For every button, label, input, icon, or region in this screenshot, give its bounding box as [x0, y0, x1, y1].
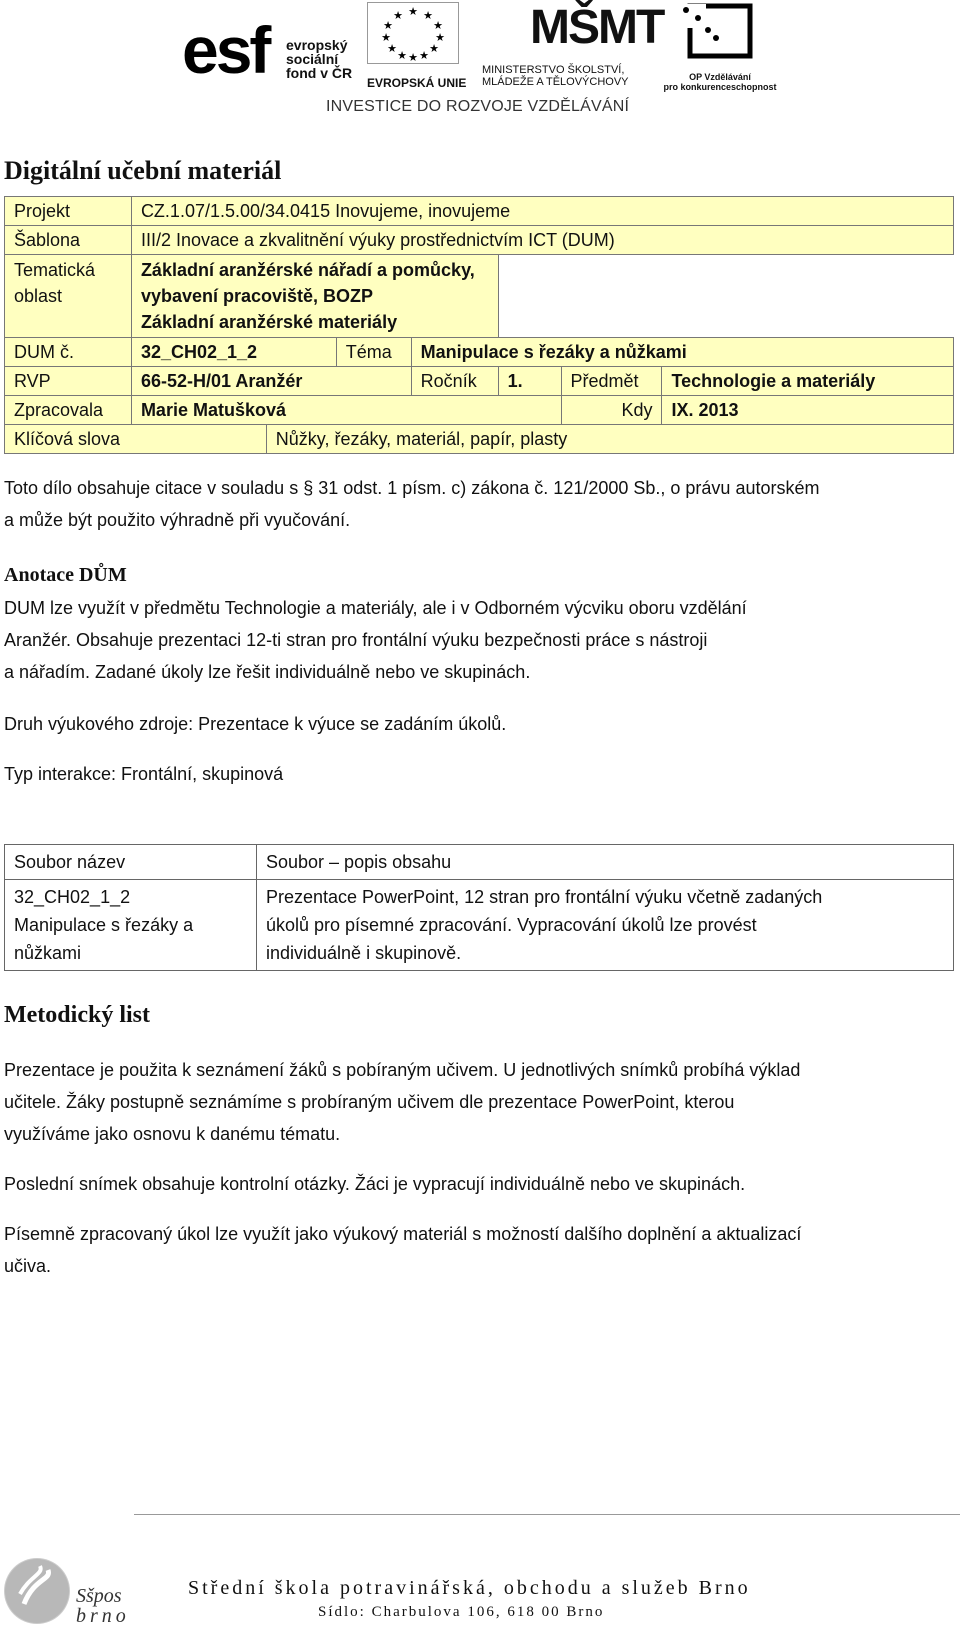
sablona-value: III/2 Inovace a zkvalitnění výuky prostřednictvím ICT (DUM)	[131, 226, 953, 255]
dum-label: DUM č.	[5, 338, 132, 367]
svg-text:★: ★	[423, 10, 433, 22]
eu-stars-icon	[367, 2, 459, 64]
file-description: Prezentace PowerPoint, 12 stran pro frontální výuku včetně zadaných úkolů pro písemné zpracování. Vypracování úkolů lze provést individuálně i skupinově.	[257, 880, 954, 971]
row-dum	[5, 338, 954, 367]
sablona-label: Šablona	[5, 226, 132, 255]
msmt-logo	[482, 2, 662, 88]
anotace-paragraph: DUM lze využít v předmětu Technologie a materiály, ale i v Odborném výcviku oboru vzdělání Aranžér. Obsahuje prezentaci 12-ti stran pro frontální výuku bezpečnosti práce s nástroji a nářadím. Zadané úkoly lze řešit individuálně nebo ve skupinách.	[4, 598, 747, 682]
file-name: 32_CH02_1_2 Manipulace s řezáky a nůžkami	[5, 880, 257, 971]
anotace-heading: Anotace DŮM	[4, 564, 127, 586]
svg-text:★: ★	[435, 32, 445, 44]
esf-text: evropský sociální fond v ČR	[286, 37, 353, 81]
oblast-label: Tematická oblast	[5, 255, 132, 338]
projekt-label: Projekt	[5, 197, 132, 226]
investice-slogan: INVESTICE DO ROZVOJE VZDĚLÁVÁNÍ	[326, 98, 630, 115]
rocnik-label: Ročník	[411, 367, 498, 396]
kdy-label: Kdy	[561, 396, 662, 425]
svg-text:★: ★	[393, 10, 403, 22]
row-zpracovala	[5, 396, 954, 425]
metodicky-paragraph-1: Prezentace je použita k seznámení žáků s pobíraným učivem. U jednotlivých snímků probíhá výklad učitele. Žáky postupně seznámíme s probíraným učivem dle prezentace PowerPoint, kterou využíváme jako osnovu k danému tématu.	[4, 1060, 801, 1144]
predmet-value: Technologie a materiály	[662, 367, 954, 396]
footer-school-name: Střední škola potravinářská, obchodu a služeb Brno	[188, 1577, 751, 1599]
rvp-value: 66-52-H/01 Aranžér	[131, 367, 411, 396]
row-projekt	[5, 197, 954, 226]
row-klicova-slova	[5, 425, 954, 454]
svg-text:★: ★	[408, 52, 418, 63]
files-header-desc: Soubor – popis obsahu	[257, 845, 954, 880]
esf-mark: esf	[182, 13, 269, 87]
files-row	[5, 880, 954, 971]
row-sablona	[5, 226, 954, 255]
eu-logo	[367, 2, 467, 88]
dum-value: 32_CH02_1_2	[131, 338, 336, 367]
row-rvp	[5, 367, 954, 396]
klicova-slova-label: Klíčová slova	[5, 425, 267, 454]
typ-interakce: Typ interakce: Frontální, skupinová	[4, 764, 284, 784]
svg-text:★: ★	[433, 20, 443, 32]
msmt-caption: MINISTERSTVO ŠKOLSTVÍ, MLÁDEŽE A TĚLOVÝCHOVY	[482, 64, 629, 88]
svg-text:★: ★	[408, 6, 418, 18]
zpracovala-label: Zpracovala	[5, 396, 132, 425]
svg-text:★: ★	[429, 43, 439, 55]
klicova-slova-value: Nůžky, řezáky, materiál, papír, plasty	[266, 425, 953, 454]
esf-logo	[182, 2, 362, 88]
projekt-value: CZ.1.07/1.5.00/34.0415 Inovujeme, inovujeme	[131, 197, 953, 226]
predmet-label: Předmět	[561, 367, 662, 396]
metodicky-paragraph-3: Písemně zpracovaný úkol lze využít jako výukový materiál s možností dalšího doplnění a aktualizací učiva.	[4, 1224, 802, 1276]
zpracovala-value: Marie Matušková	[131, 396, 561, 425]
document-title: Digitální učební materiál	[4, 156, 282, 185]
files-header-name: Soubor název	[5, 845, 257, 880]
druh-zdroje: Druh výukového zdroje: Prezentace k výuce se zadáním úkolů.	[4, 714, 507, 734]
metodicky-list-heading: Metodický list	[4, 1002, 150, 1028]
tema-label: Téma	[336, 338, 411, 367]
op-caption: OP Vzdělávání pro konkurenceschopnost	[663, 72, 777, 92]
svg-text:★: ★	[419, 50, 429, 62]
files-table	[4, 844, 954, 971]
eu-caption: EVROPSKÁ UNIE	[367, 76, 467, 90]
svg-text:★: ★	[397, 50, 407, 62]
school-emblem-icon	[4, 1558, 70, 1624]
svg-text:★: ★	[383, 20, 393, 32]
msmt-mark: MŠMT	[530, 1, 664, 54]
footer-address: Sídlo: Charbulova 106, 618 00 Brno	[318, 1604, 605, 1620]
svg-text:★: ★	[387, 43, 397, 55]
rocnik-value: 1.	[498, 367, 561, 396]
files-header-row	[5, 845, 954, 880]
op-emblem-icon	[676, 2, 766, 62]
info-table	[4, 196, 954, 454]
row-oblast	[5, 255, 954, 338]
oblast-value: Základní aranžérské nářadí a pomůcky, vybavení pracoviště, BOZP Základní aranžérské materiály	[131, 255, 498, 338]
op-logo	[660, 2, 780, 92]
school-logo	[4, 1556, 130, 1636]
school-logo-text: Sšpos brno	[76, 1585, 130, 1627]
svg-text:★: ★	[381, 32, 391, 44]
rvp-label: RVP	[5, 367, 132, 396]
tema-value: Manipulace s řezáky a nůžkami	[411, 338, 953, 367]
kdy-value: IX. 2013	[662, 396, 954, 425]
citace-paragraph: Toto dílo obsahuje citace v souladu s § 31 odst. 1 písm. c) zákona č. 121/2000 Sb., o právu autorském a může být použito výhradně při vyučování.	[4, 478, 820, 530]
footer-rule	[134, 1514, 960, 1515]
metodicky-paragraph-2: Poslední snímek obsahuje kontrolní otázky. Žáci je vypracují individuálně nebo ve skupinách.	[4, 1174, 746, 1194]
